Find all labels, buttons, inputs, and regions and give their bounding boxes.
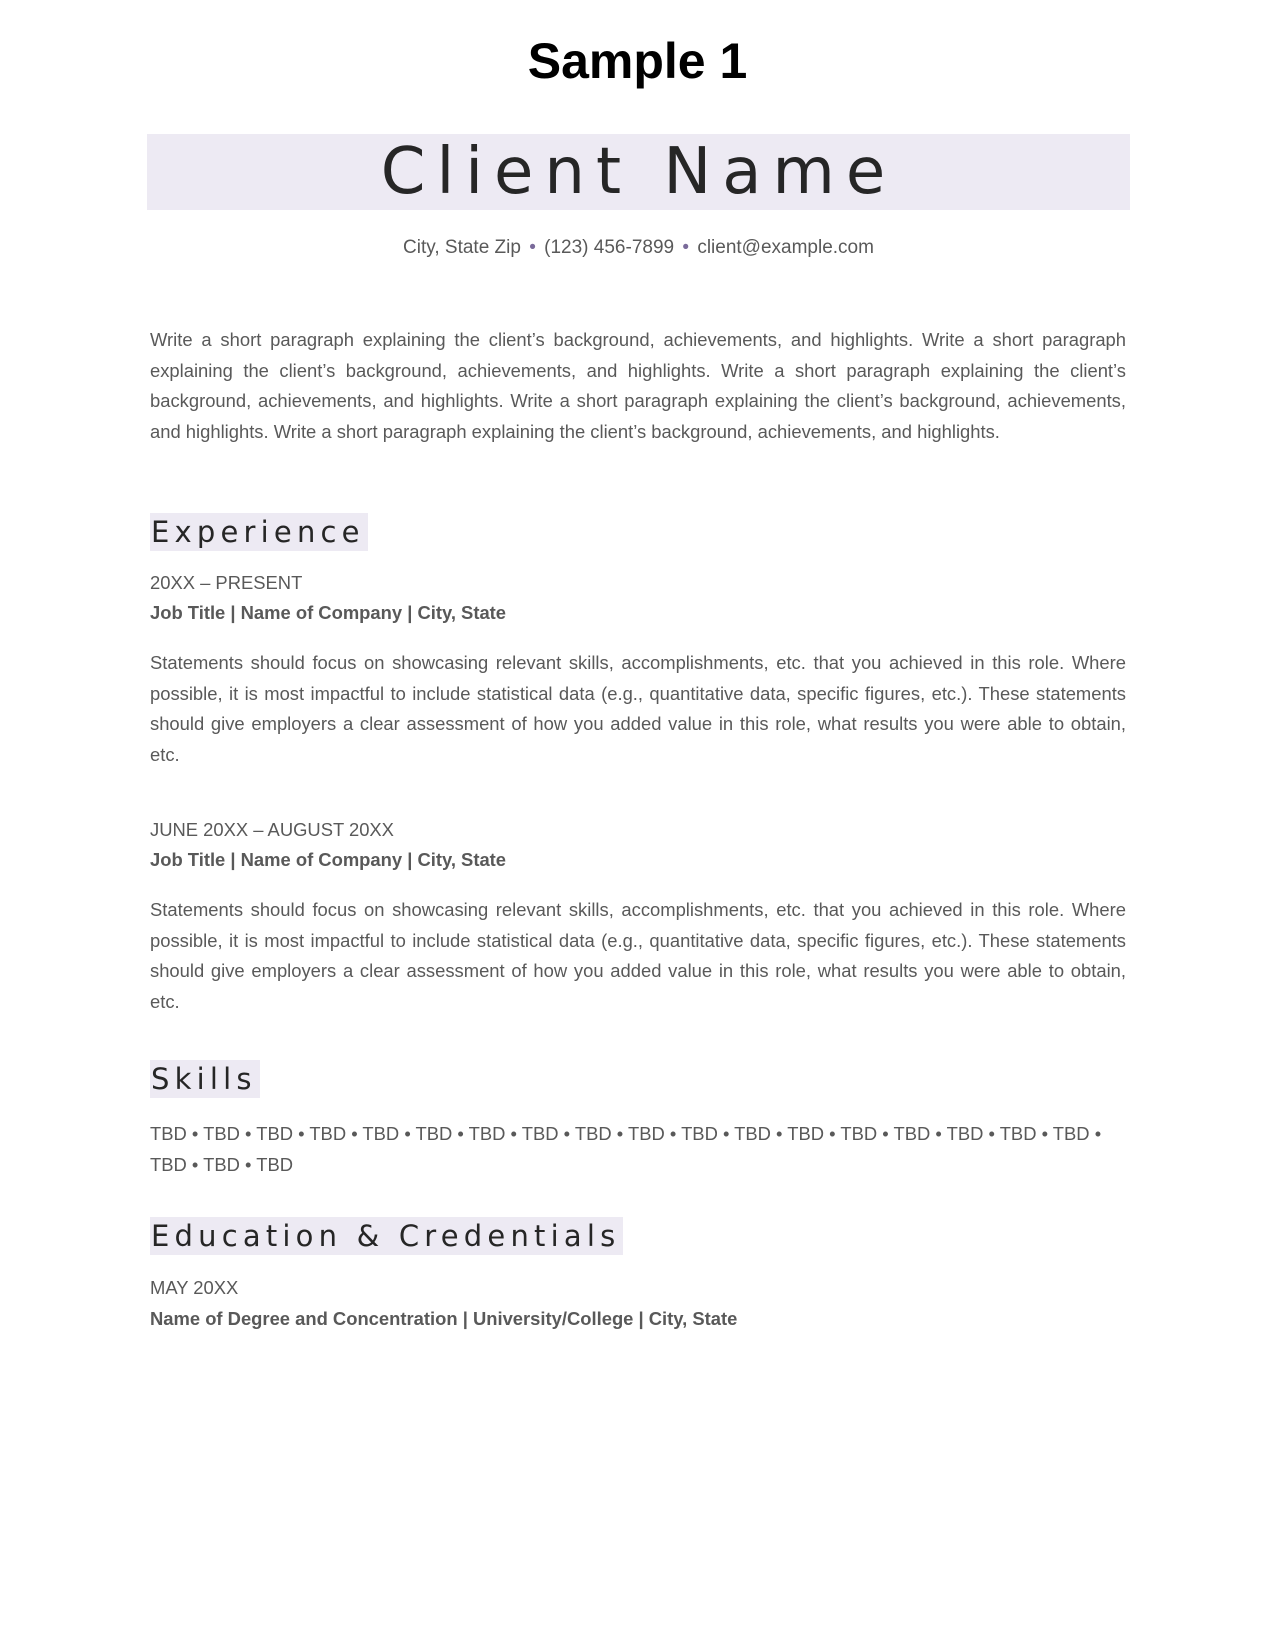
experience-1-dates: 20XX – PRESENT [150,572,303,593]
education-degree: Name of Degree and Concentration | University/College | City, State [150,1308,738,1329]
client-name: Client Name [380,135,897,209]
experience-heading: Experience [150,513,368,551]
page-label: Sample 1 [527,33,748,89]
experience-2-role: Job Title | Name of Company | City, State [150,849,507,870]
experience-2-dates: JUNE 20XX – AUGUST 20XX [150,819,394,840]
contact-separator: • [529,237,536,258]
experience-2-description: Statements should focus on showcasing relevant skills, accomplishments, etc. that you achieved in this role. Where possible, it is most impactful to include statistical data (e.g., quantitative data, specific figures, etc.). These statements should give employers a clear assessment of how you added value in this role, what results you were able to obtain, etc. [150,899,1126,1012]
skills-heading: Skills [150,1060,260,1098]
experience-1-role: Job Title | Name of Company | City, State [150,602,507,623]
skills-list: TBD • TBD • TBD • TBD • TBD • TBD • TBD • TBD • TBD • TBD • TBD • TBD • TBD • TBD • TBD • TBD • TBD • TBD • TBD • TBD • TBD [150,1123,1102,1175]
contact-email: client@example.com [697,237,874,258]
contact-phone: (123) 456-7899 [544,237,675,258]
contact-separator: • [682,237,690,258]
contact-location: City, State Zip [403,237,521,258]
experience-1-description: Statements should focus on showcasing relevant skills, accomplishments, etc. that you achieved in this role. Where possible, it is most impactful to include statistical data (e.g., quantitative data, specific figures, etc.). These statements should give employers a clear assessment of how you added value in this role, what results you were able to obtain, etc. [150,652,1126,765]
education-dates: MAY 20XX [150,1277,239,1298]
name-banner [147,134,1130,210]
contact-line [147,236,1130,260]
education-heading: Education & Credentials [150,1217,623,1255]
summary-paragraph: Write a short paragraph explaining the client’s background, achievements, and highlights. Write a short paragraph explaining the client’s background, achievements, and highlights. Write a short paragraph explaining the client’s background, achievements, and highlights. Write a short paragraph explaining the client’s background, achievements, and highlights. Write a short paragraph explaining the client’s background, achievements, and highlights. [150,329,1126,442]
